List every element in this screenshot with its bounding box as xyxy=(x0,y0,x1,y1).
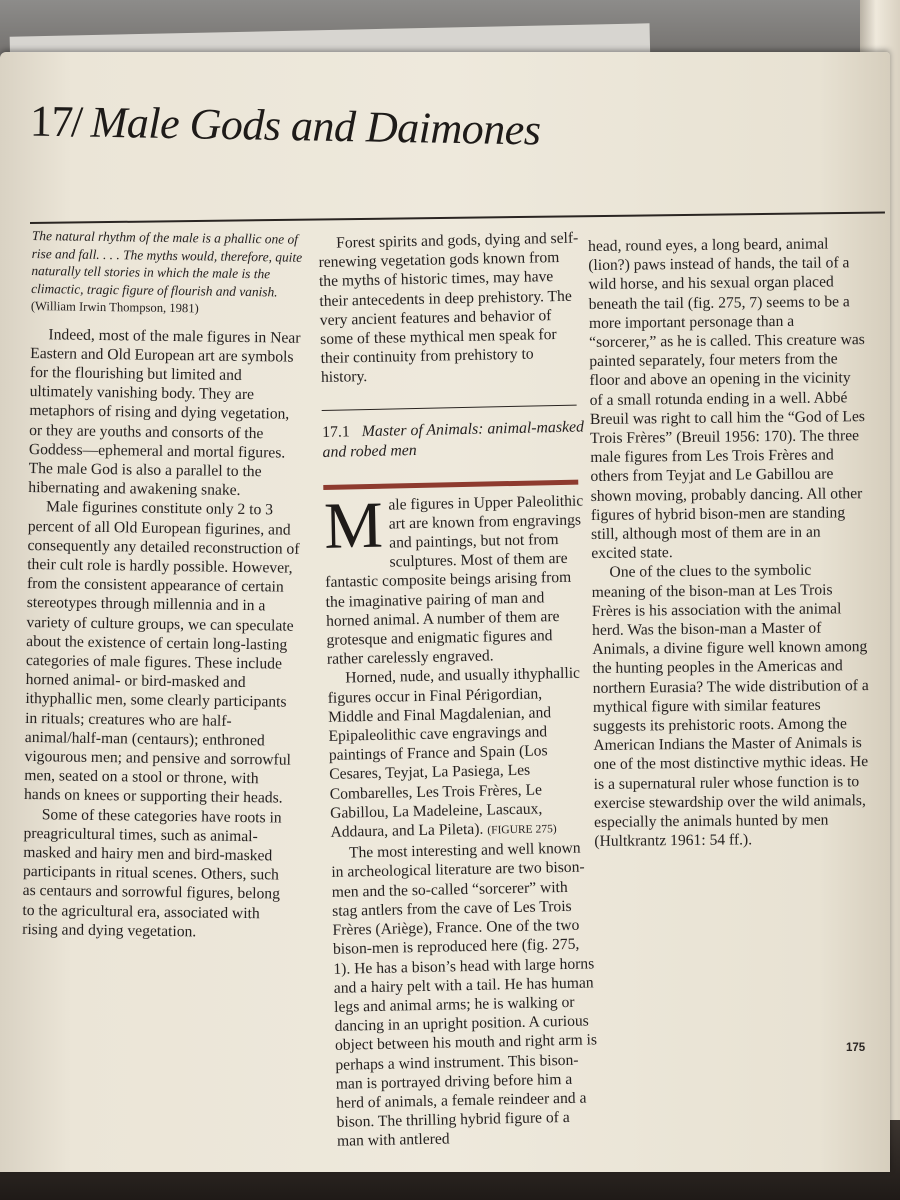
section-heading xyxy=(322,417,585,462)
drop-cap: M xyxy=(323,488,384,563)
paragraph: One of the clues to the symbolic meaning of the bison-man at Les Trois Frères is his association with the animal herd. Was the bison-man a Master of Animals, a divine figure well known among the hunting peoples in the Americas and northern Eurasia? The wide distribution of a mythical figure with similar features suggests its prehistoric roots. Among the American Indians the Master of Animals is one of the most distinctive mythic ideas. He is a supernatural ruler whose function is to exercise stewardship over the wild animals, especially the animals hunted by men (Hultkrantz 1961: 54 ff.). xyxy=(591,562,869,851)
paragraph: head, round eyes, a long beard, animal (lion?) paws instead of hands, the tail of a wild horse, and his sexual organ placed beneath the tail (fig. 275, 7) seems to be a more important personage than a “sorcerer,” as he is called. This creature was painted separately, four meters from the floor and above an opening in the vicinity of a small rotunda ending in a well. Abbé Breuil was right to call him the “God of Les Trois Frères” (Breuil 1956: 170). The three male figures from Les Trois Frères and others from Teyjat and Le Gabillou are shown moving, probably dancing. All other figures of hybrid bison-men are standing still, although most of them are in an excited state. xyxy=(588,235,865,563)
epigraph xyxy=(31,227,304,319)
chapter-name: Male Gods and Daimones xyxy=(90,97,541,155)
section-title: Master of Animals: animal-masked and robed men xyxy=(322,418,585,461)
chapter-title xyxy=(29,96,541,155)
paragraph-text: ale figures in Upper Paleolithic art are known from engravings and paintings, but not from sculptures. Most of them are fantastic composite beings arising from the imaginative pairing of man and horned animal. A number of them are grotesque and enigmatic figures and rather carelessly engraved. xyxy=(325,492,584,669)
paragraph: The most interesting and well known in archeological literature are two bison-men and the so-called “sorcerer” with stag antlers from the cave of Les Trois Frères (Ariège), France. One of the two bison-men is reproduced here (fig. 275, 1). He has a bison’s head with large horns and a hairy pelt with a tail. He has human legs and animal arms; he is walking or dancing in an upright position. A curious object between his mouth and right arm is perhaps a wind instrument. This bison-man is portrayed driving before him a herd of animals, a female reindeer and a bison. The thrilling hybrid figure of a man with antlered xyxy=(331,839,598,1151)
section-number: 17.1 xyxy=(321,423,350,441)
figure-reference: (FIGURE 275) xyxy=(487,823,557,837)
page-number: 175 xyxy=(846,1042,866,1054)
chapter-number: 17 xyxy=(29,96,74,147)
book-page xyxy=(0,52,890,1172)
paragraph xyxy=(327,664,593,844)
column-2 xyxy=(318,229,599,1152)
paragraph-text: Horned, nude, and usually ithyphallic figures occur in Final Périgordian, Middle and Final Magdalenian, and Epipaleolithic cave engravings and paintings of France and Spain (Los Cesares, Teyjat, La Pasiega, Les Combarelles, Les Trois Frères, Le Gabillou, La Madeleine, Lascaux, Addaura, and La Pileta). xyxy=(327,665,581,841)
epigraph-text: The natural rhythm of the male is a phallic one of rise and fall. . . . The myths would, therefore, quite naturally tell stories in which the male is the climactic, tragic figure of flourish and vanish. xyxy=(31,227,303,299)
paragraph: Forest spirits and gods, dying and self-renewing vegetation gods known from the myths of historic times, may have their antecedents in deep prehistory. The very ancient features and behavior of some of these mythical men speak for their continuity from prehistory to history. xyxy=(318,229,579,387)
chapter-slash: / xyxy=(70,97,84,147)
paragraph: Some of these categories have roots in preagricultural times, such as animal-masked and hairy men and bird-masked participants in ritual scenes. Others, such as centaurs and sorrowful figures, belong to the agricultural era, associated with rising and dying vegetation. xyxy=(22,805,282,941)
paragraph: Indeed, most of the male figures in Near Eastern and Old European art are symbols for the flourishing but limited and ultimately vanishing body. They are metaphors of rising and dying vegetation, or they are youths and consorts of the Goddess—ephemeral and mortal figures. The male God is also a parallel to the hibernating and awakening snake. xyxy=(28,325,301,500)
paragraph xyxy=(323,488,590,669)
column-3 xyxy=(588,234,870,851)
title-rule xyxy=(30,212,885,224)
column-1 xyxy=(22,227,304,943)
section-accent-bar xyxy=(323,479,578,489)
section-rule xyxy=(322,404,577,410)
paragraph: Male figurines constitute only 2 to 3 percent of all Old European figurines, and consequently any detailed reconstruction of their cult role is hardly possible. However, from the consistent appearance of certain stereotypes through millennia and in a variety of culture groups, we can speculate about the existence of certain long-lasting categories of male figures. These include horned animal- or bird-masked and ithyphallic men, some clearly participants in rituals; creatures who are half-animal/half-man (centaurs); enthroned vigourous men; and pensive and sorrowful men, seated on a stool or throne, with hands on knees or supporting their heads. xyxy=(23,498,300,807)
epigraph-citation: (William Irwin Thompson, 1981) xyxy=(30,298,199,316)
